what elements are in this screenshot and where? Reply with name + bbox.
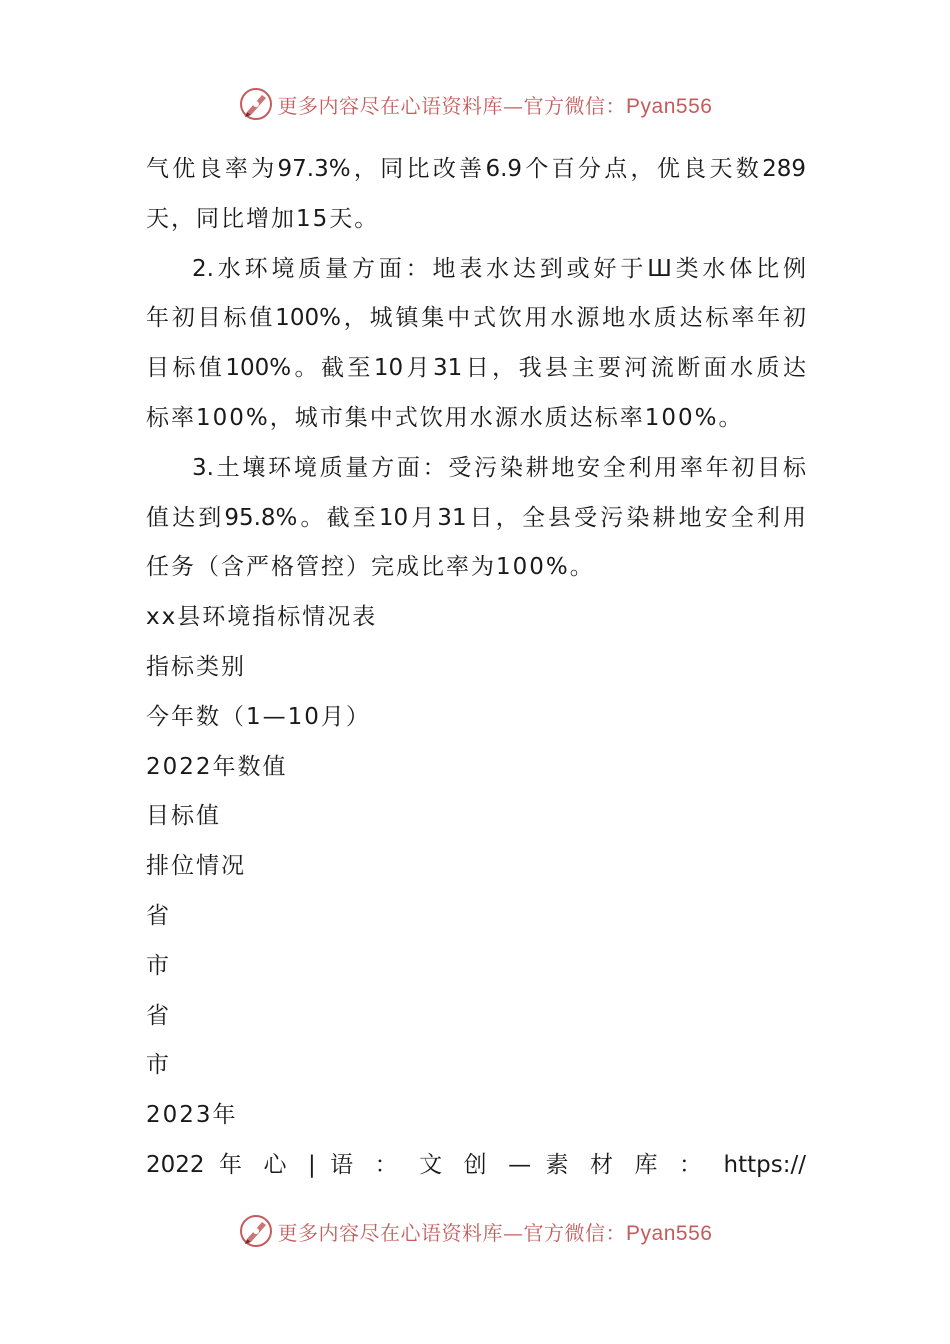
document-body xyxy=(146,145,806,1191)
banner-text: 更多内容尽在心语资料库—官方微信：Pyan556 xyxy=(277,1220,713,1245)
paragraph-line: 天，同比增加15天。 xyxy=(146,205,380,232)
paragraph-line: 3.土壤环境质量方面：受污染耕地安全利用率年初目标 xyxy=(192,454,806,481)
paragraph-line: 2.水环境质量方面：地表水达到或好于Ш类水体比例 xyxy=(192,255,806,282)
wechat-account: Pyan556 xyxy=(626,94,713,118)
table-cell: 市 xyxy=(146,952,171,979)
paragraph-line: 标率100%，城市集中式饮用水源水质达标率100%。 xyxy=(146,404,744,431)
footer-banner xyxy=(0,1211,950,1251)
table-cell: 目标值 xyxy=(146,803,221,830)
pen-logo-icon xyxy=(238,86,274,122)
table-cell: 2022年数值 xyxy=(146,753,288,780)
table-cell: 省 xyxy=(146,902,171,929)
table-cell: 排位情况 xyxy=(146,853,246,880)
table-cell: 省 xyxy=(146,1002,171,1029)
paragraph-line: 气优良率为97.3%，同比改善6.9个百分点，优良天数289 xyxy=(146,156,806,182)
banner-text: 更多内容尽在心语资料库—官方微信：Pyan556 xyxy=(277,93,713,118)
table-cell: 今年数（1—10月） xyxy=(146,703,371,730)
footer-source-line: 2022 年 心 | 语 ： 文 创 — 素 材 库 ： https:// xyxy=(146,1151,806,1178)
table-cell: 指标类别 xyxy=(146,653,246,680)
paragraph-line: 年初目标值100%，城镇集中式饮用水源地水质达标率年初 xyxy=(146,305,806,332)
paragraph-line: 值达到95.8%。截至10月31日，全县受污染耕地安全利用 xyxy=(146,504,806,531)
table-cell: 2023年 xyxy=(146,1102,238,1129)
wechat-account: Pyan556 xyxy=(626,1221,713,1245)
table-title: xx县环境指标情况表 xyxy=(146,604,378,631)
paragraph-line: 任务（含严格管控）完成比率为100%。 xyxy=(146,554,595,581)
header-banner xyxy=(0,84,950,124)
pen-logo-icon xyxy=(238,1213,274,1249)
paragraph-line: 目标值100%。截至10月31日，我县主要河流断面水质达 xyxy=(146,355,806,382)
table-cell: 市 xyxy=(146,1052,171,1079)
